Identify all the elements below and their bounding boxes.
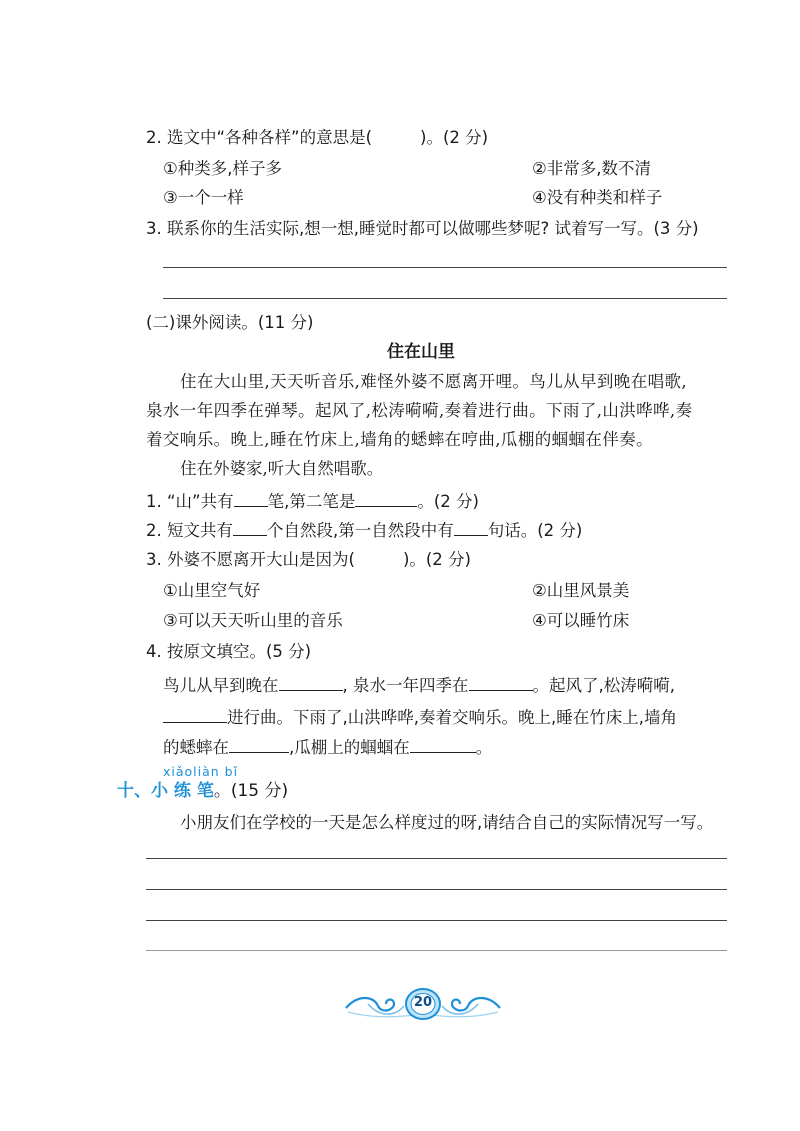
option-2: ②山里风景美 bbox=[532, 581, 630, 600]
option-1: ①种类多,样子多 bbox=[163, 159, 283, 178]
pinyin-annotation: xiǎoliàn bǐ bbox=[163, 764, 239, 779]
answer-blank[interactable] bbox=[163, 706, 227, 723]
answer-blank[interactable] bbox=[229, 736, 289, 753]
writing-line[interactable] bbox=[163, 267, 727, 268]
section-10-heading: 十、小 练 笔。(15 分) bbox=[117, 781, 289, 801]
passage-line: 住在大山里,天天听音乐,难怪外婆不愿离开哩。鸟儿从早到晚在唱歌, bbox=[180, 372, 688, 391]
answer-blank[interactable] bbox=[234, 490, 268, 507]
writing-line[interactable] bbox=[146, 858, 727, 859]
answer-blank[interactable] bbox=[233, 519, 267, 536]
page-number: 20 bbox=[413, 995, 433, 1010]
answer-blank[interactable] bbox=[279, 674, 343, 691]
page-ornament bbox=[338, 980, 508, 1026]
passage-line: 住在外婆家,听大自然唱歌。 bbox=[180, 459, 384, 478]
question-2b: 2. 短文共有 个自然段,第一自然段中有 句话。(2 分) bbox=[146, 521, 583, 540]
writing-line[interactable] bbox=[146, 950, 727, 951]
fill-line-2: 进行曲。下雨了,山洪哗哗,奏着交响乐。晚上,睡在竹床上,墙角 bbox=[163, 706, 677, 729]
option-4: ④没有种类和样子 bbox=[532, 188, 663, 207]
passage-line: 泉水一年四季在弹琴。起风了,松涛嗬嗬,奏着进行曲。下雨了,山洪哗哗,奏 bbox=[146, 401, 693, 420]
writing-line[interactable] bbox=[146, 920, 727, 921]
answer-blank[interactable] bbox=[372, 127, 420, 143]
answer-blank[interactable] bbox=[469, 674, 533, 691]
option-3: ③一个一样 bbox=[163, 188, 244, 207]
writing-line[interactable] bbox=[163, 298, 727, 299]
fill-line-1: 鸟儿从早到晚在 , 泉水一年四季在 。起风了,松涛嗬嗬, bbox=[163, 676, 675, 695]
answer-blank[interactable] bbox=[355, 549, 403, 565]
section-title: (二)课外阅读。(11 分) bbox=[146, 313, 314, 332]
option-1: ①山里空气好 bbox=[163, 581, 261, 600]
writing-prompt: 小朋友们在学校的一天是怎么样度过的呀,请结合自己的实际情况写一写。 bbox=[180, 813, 714, 832]
question-2: 2. 选文中“各种各样”的意思是( )。(2 分) bbox=[146, 128, 489, 147]
fill-line-3: 的蟋蟀在 ,瓜棚上的蝈蝈在 。 bbox=[163, 738, 493, 757]
answer-blank[interactable] bbox=[355, 490, 417, 507]
answer-blank[interactable] bbox=[454, 519, 488, 536]
option-2: ②非常多,数不清 bbox=[532, 159, 652, 178]
passage-title: 住在山里 bbox=[387, 342, 455, 362]
option-4: ④可以睡竹床 bbox=[532, 611, 630, 630]
question-3: 3. 联系你的生活实际,想一想,睡觉时都可以做哪些梦呢? 试着写一写。(3 分) bbox=[146, 219, 699, 238]
answer-blank[interactable] bbox=[410, 736, 476, 753]
option-3: ③可以天天听山里的音乐 bbox=[163, 611, 343, 630]
question-3b: 3. 外婆不愿离开大山是因为( )。(2 分) bbox=[146, 550, 471, 569]
question-4: 4. 按原文填空。(5 分) bbox=[146, 642, 312, 661]
passage-line: 着交响乐。晚上,睡在竹床上,墙角的蟋蟀在哼曲,瓜棚的蝈蝈在伴奏。 bbox=[146, 430, 654, 449]
question-1: 1. “山”共有 笔,第二笔是 。(2 分) bbox=[146, 492, 479, 511]
writing-line[interactable] bbox=[146, 889, 727, 890]
